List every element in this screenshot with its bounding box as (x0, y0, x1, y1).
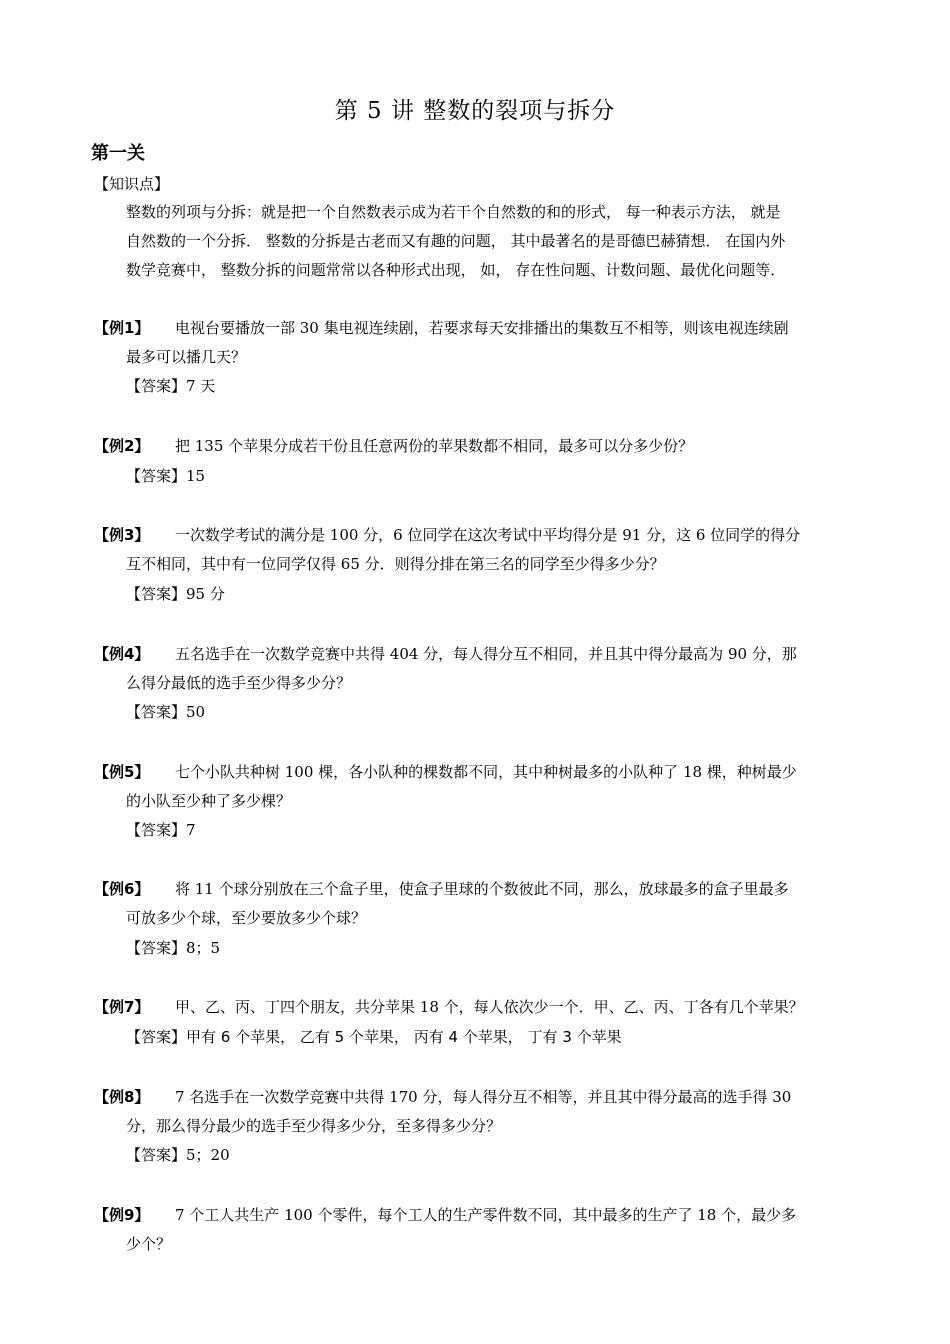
example-label: 【例6】 (94, 880, 150, 898)
example-text: 7 名选手在一次数学竞赛中共得 170 分，每人得分互不相等，并且其中得分最高的选手得 30 (175, 1088, 792, 1106)
knowledge-label: 【知识点】 (94, 175, 170, 193)
example-label: 【例2】 (94, 437, 150, 455)
example-text: 电视台要播放一部 30 集电视连续剧，若要求每天安排播出的集数互不相等，则该电视连续剧 (175, 319, 789, 337)
answer: 【答案】95 分 (126, 585, 225, 603)
example-text: 互不相同，其中有一位同学仅得 65 分．则得分排在第三名的同学至少得多少分？ (126, 555, 665, 573)
answer: 【答案】7 (126, 821, 196, 839)
knowledge-line: 自然数的一个分拆． 整数的分拆是古老而又有趣的问题， 其中最著名的是哥德巴赫猜想． 在国内外 (126, 232, 786, 250)
answer: 【答案】甲有 6 个苹果， 乙有 5 个苹果， 丙有 4 个苹果， 丁有 3 个苹果 (126, 1028, 622, 1046)
section-heading: 第一关 (91, 143, 145, 164)
example-label: 【例9】 (94, 1206, 150, 1224)
example-text: 五名选手在一次数学竞赛中共得 404 分，每人得分互不相同，并且其中得分最高为 90 分，那 (175, 645, 797, 663)
example-text: 的小队至少种了多少棵？ (126, 792, 292, 810)
example-text: 最多可以播几天？ (126, 348, 247, 366)
example-label: 【例1】 (94, 319, 150, 337)
knowledge-line: 数学竞赛中， 整数分拆的问题常常以各种形式出现， 如， 存在性问题、计数问题、最优化问题等． (126, 261, 786, 279)
answer: 【答案】7 天 (126, 377, 216, 395)
example-label: 【例3】 (94, 526, 150, 544)
example-text: 甲、乙、丙、丁四个朋友，共分苹果 18 个，每人依次少一个．甲、乙、丙、丁各有几个苹果？ (175, 998, 804, 1016)
example-label: 【例4】 (94, 645, 150, 663)
example-text: 可放多少个球，至少要放多少个球？ (126, 909, 367, 927)
knowledge-line: 整数的列项与分拆：就是把一个自然数表示成为若干个自然数的和的形式， 每一种表示方法， 就是 (126, 203, 781, 221)
answer: 【答案】8；5 (126, 939, 221, 957)
example-text: 分，那么得分最少的选手至少得多少分，至多得多少分？ (126, 1117, 502, 1135)
example-text: 7 个工人共生产 100 个零件，每个工人的生产零件数不同，其中最多的生产了 18 个，最少多 (175, 1206, 797, 1224)
example-label: 【例7】 (94, 998, 150, 1016)
example-text: 少个？ (126, 1235, 172, 1253)
example-text: 把 135 个苹果分成若干份且任意两份的苹果数都不相同，最多可以分多少份？ (175, 437, 694, 455)
example-text: 将 11 个球分别放在三个盒子里，使盒子里球的个数彼此不同，那么，放球最多的盒子里最多 (175, 880, 789, 898)
example-label: 【例5】 (94, 763, 150, 781)
answer: 【答案】5；20 (126, 1146, 230, 1164)
page-title: 第 5 讲 整数的裂项与拆分 (334, 98, 616, 124)
example-text: 一次数学考试的满分是 100 分，6 位同学在这次考试中平均得分是 91 分，这 6 位同学的得分 (175, 526, 801, 544)
example-text: 七个小队共种树 100 棵，各小队种的棵数都不同，其中种树最多的小队种了 18 棵，种树最少 (175, 763, 797, 781)
example-text: 么得分最低的选手至少得多少分？ (126, 674, 352, 692)
example-label: 【例8】 (94, 1088, 150, 1106)
answer: 【答案】15 (126, 467, 206, 485)
answer: 【答案】50 (126, 703, 206, 721)
